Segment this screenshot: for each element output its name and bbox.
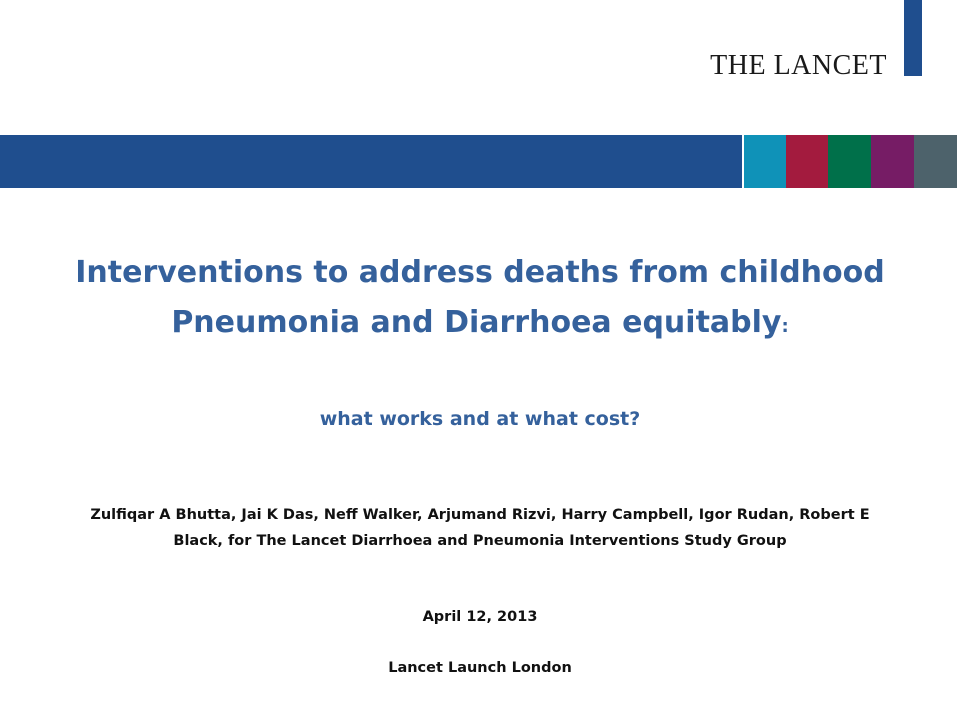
band-swatch-teal <box>744 135 786 188</box>
band-swatch-slate <box>914 135 957 188</box>
slide-title <box>0 248 960 352</box>
title-line-2-text: Pneumonia and Diarrhoea equitably <box>171 305 782 340</box>
title-line-2 <box>0 298 960 352</box>
event-name: Lancet Launch London <box>388 660 572 676</box>
band-main-segment <box>0 135 742 188</box>
band-swatch-crimson <box>786 135 828 188</box>
band-swatch-purple <box>871 135 914 188</box>
author-list <box>60 502 900 554</box>
brand-color-band <box>0 135 960 188</box>
title-colon: : <box>781 316 789 337</box>
title-line-1: Interventions to address deaths from childhood <box>75 255 885 290</box>
slide-subtitle: what works and at what cost? <box>319 408 641 430</box>
authors-line-2: Black, for The Lancet Diarrhoea and Pneumonia Interventions Study Group <box>173 533 787 549</box>
brand-vertical-bar <box>904 0 922 76</box>
journal-logo: THE LANCET <box>710 50 887 81</box>
authors-line-1: Zulfiqar A Bhutta, Jai K Das, Neff Walker, Arjumand Rizvi, Harry Campbell, Igor Rudan, Robert E <box>90 507 870 523</box>
band-swatch-green <box>828 135 871 188</box>
presentation-date: April 12, 2013 <box>422 609 538 625</box>
